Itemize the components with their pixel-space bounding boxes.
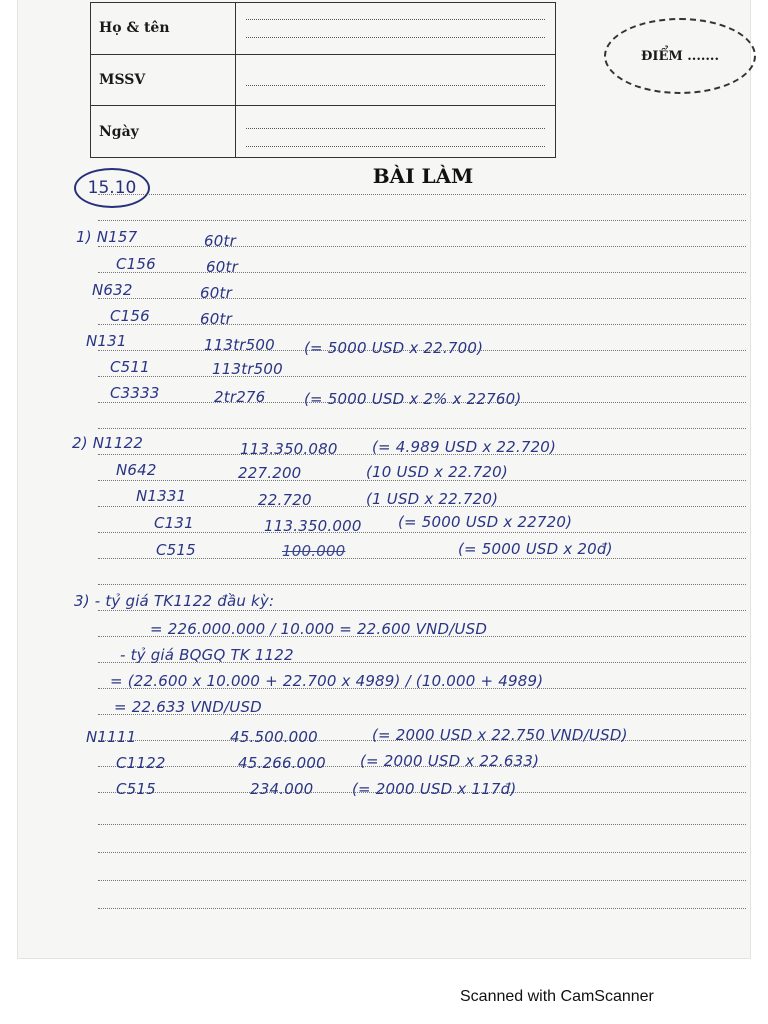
p2-note-1: (= 4.989 USD x 22.720) bbox=[372, 438, 557, 456]
p3-entry-account-3: C515 bbox=[116, 780, 156, 798]
score-box bbox=[604, 18, 756, 94]
p3-entry-note-3: (= 2000 USD x 117đ) bbox=[352, 780, 517, 798]
p2-amount-4: 113.350.000 bbox=[264, 517, 362, 535]
p2-account-1: 2) N1122 bbox=[72, 434, 144, 452]
p2-account-2: N642 bbox=[116, 461, 157, 479]
p1-account-4: C156 bbox=[110, 307, 150, 325]
p3-line-5: = 22.633 VND/USD bbox=[114, 698, 262, 716]
p3-entry-account-1: N1111 bbox=[86, 728, 137, 746]
p2-note-4: (= 5000 USD x 22720) bbox=[398, 513, 573, 531]
p1-amount-7: 2tr276 bbox=[214, 388, 266, 406]
p2-amount-1: 113.350.080 bbox=[240, 440, 338, 458]
p1-amount-5: 113tr500 bbox=[204, 336, 275, 354]
p1-account-7: C3333 bbox=[110, 384, 160, 402]
score-label: ĐIỂM ....... bbox=[641, 48, 719, 64]
student-info-table bbox=[90, 2, 556, 158]
p1-note-5: (= 5000 USD x 22.700) bbox=[304, 339, 484, 357]
date-circle bbox=[74, 168, 150, 208]
p2-amount-5: 100.000 bbox=[282, 542, 346, 560]
p3-line-1: 3) - tỷ giá TK1122 đầu kỳ: bbox=[74, 592, 275, 610]
p1-amount-2: 60tr bbox=[206, 258, 238, 276]
name-label: Họ & tên bbox=[91, 3, 236, 55]
p3-entry-note-2: (= 2000 USD x 22.633) bbox=[360, 752, 540, 770]
student-id-label: MSSV bbox=[91, 54, 236, 106]
p1-account-5: N131 bbox=[86, 332, 127, 350]
p1-account-3: N632 bbox=[92, 281, 133, 299]
p1-account-6: C511 bbox=[110, 358, 150, 376]
p3-line-2: = 226.000.000 / 10.000 = 22.600 VND/USD bbox=[150, 620, 488, 638]
p1-amount-4: 60tr bbox=[200, 310, 232, 328]
p1-amount-3: 60tr bbox=[200, 284, 232, 302]
date-field bbox=[236, 106, 556, 158]
p3-entry-amount-2: 45.266.000 bbox=[238, 754, 326, 772]
p1-amount-1: 60tr bbox=[204, 232, 236, 250]
p3-entry-amount-3: 234.000 bbox=[250, 780, 314, 798]
p1-amount-6: 113tr500 bbox=[212, 360, 283, 378]
p2-note-5: (= 5000 USD x 20đ) bbox=[458, 540, 613, 558]
name-field bbox=[236, 3, 556, 55]
p2-account-3: N1331 bbox=[136, 487, 187, 505]
p1-account-2: C156 bbox=[116, 255, 156, 273]
p3-entry-note-1: (= 2000 USD x 22.750 VND/USD) bbox=[372, 726, 628, 744]
p2-amount-3: 22.720 bbox=[258, 491, 312, 509]
p2-note-3: (1 USD x 22.720) bbox=[366, 490, 499, 508]
student-id-field bbox=[236, 54, 556, 106]
date-circle-text: 15.10 bbox=[87, 178, 137, 198]
p3-line-4: = (22.600 x 10.000 + 22.700 x 4989) / (10.000 + 4989) bbox=[110, 672, 544, 690]
p3-entry-amount-1: 45.500.000 bbox=[230, 728, 318, 746]
scanner-watermark: Scanned with CamScanner bbox=[460, 988, 654, 1005]
p2-account-5: C515 bbox=[156, 541, 196, 559]
answer-sheet bbox=[18, 0, 750, 958]
date-label: Ngày bbox=[91, 106, 236, 158]
p2-note-2: (10 USD x 22.720) bbox=[366, 463, 508, 481]
p2-account-4: C131 bbox=[154, 514, 194, 532]
p1-account-1: 1) N157 bbox=[76, 228, 138, 246]
p3-entry-account-2: C1122 bbox=[116, 754, 166, 772]
p3-line-3: - tỷ giá BQGQ TK 1122 bbox=[120, 646, 294, 664]
page-title: BÀI LÀM bbox=[372, 164, 474, 188]
p1-note-7: (= 5000 USD x 2% x 22760) bbox=[304, 390, 522, 408]
p2-amount-2: 227.200 bbox=[238, 464, 302, 482]
